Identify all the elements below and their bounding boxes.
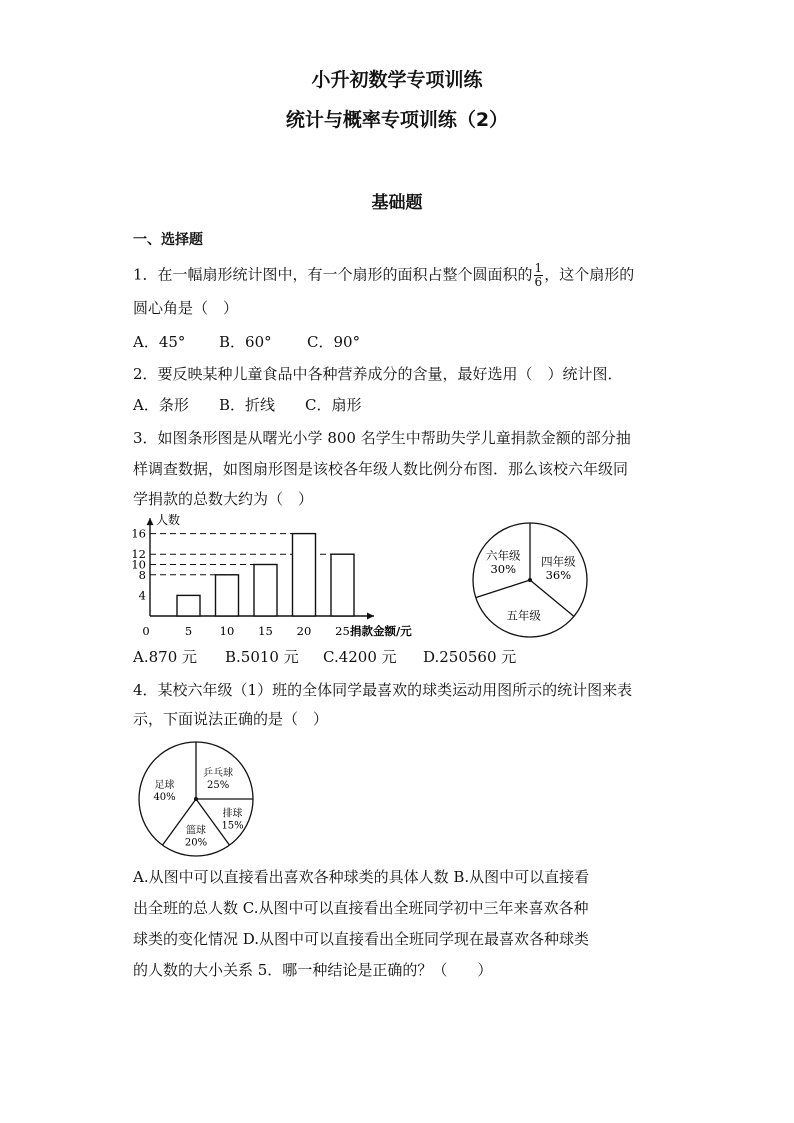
grade-pie-slice-value: 36% [545, 568, 572, 583]
q3-line3: 学捐款的总数大约为（ ） [133, 490, 314, 508]
q1-option-a: A．45° [133, 333, 186, 351]
bar-chart-y-tick-label: 12 [131, 547, 146, 562]
q1-option-c: C．90° [307, 333, 361, 351]
q2-text: 2．要反映某种儿童食品中各种营养成分的含量，最好选用（ ）统计图． [133, 365, 623, 383]
ball-pie-slices [139, 742, 253, 856]
q4-answer-line4: 的人数的大小关系 5．哪一种结论是正确的？（ ） [133, 961, 493, 979]
part-label: 一、选择题 [133, 232, 203, 248]
q1-option-b: B．60° [219, 333, 272, 351]
bar-5 [177, 595, 200, 616]
ball-pie-slice-name: 足球 [154, 779, 175, 791]
q1-options [133, 331, 360, 352]
q1-line2: 圆心角是（ ） [133, 299, 239, 317]
bar-chart-x-origin-label: 0 [142, 624, 150, 638]
grade-pie-slice-value: 30% [490, 562, 517, 577]
q3-option-b: B.5010 元 [225, 648, 299, 666]
bar-chart-y-tick-label: 16 [131, 526, 146, 541]
ball-pie-slice-name: 篮球 [186, 825, 206, 837]
bar-chart-y-arrow [147, 518, 154, 525]
q2-option-a: A．条形 [133, 396, 189, 414]
bar-chart-x-tick-label: 25 [335, 624, 350, 638]
grade-pie-slice-name: 五年级 [506, 608, 541, 623]
ball-pie-center-dot [194, 797, 198, 801]
bar-10 [216, 575, 239, 616]
q4-answer-line3: 球类的变化情况 D.从图中可以直接看出全班同学现在最喜欢各种球类 [133, 930, 590, 948]
q3-option-d: D.250560 元 [423, 648, 517, 666]
q1-line1 [133, 262, 634, 289]
q3-option-c: C.4200 元 [323, 648, 397, 666]
bar-25 [331, 554, 354, 616]
page-title: 小升初数学专项训练 [311, 69, 483, 91]
q3-option-a: A.870 元 [133, 648, 197, 666]
q4-answer-line1: A.从图中可以直接看出喜欢各种球类的具体人数 B.从图中可以直接看 [133, 868, 590, 886]
bar-20 [293, 534, 316, 616]
bar-chart-x-arrow [367, 613, 374, 620]
ball-pie-slice-value: 40% [153, 791, 176, 803]
grade-pie-slice-name: 四年级 [541, 554, 576, 569]
grade-pie-slice-name: 六年级 [486, 548, 521, 563]
q2-option-c: C．扇形 [305, 396, 362, 414]
bar-chart-x-tick-label: 20 [296, 624, 312, 638]
q4-answer-line2: 出全班的总人数 C.从图中可以直接看出全班同学初中三年来喜欢各种 [133, 899, 589, 917]
ball-pie-slice-value: 20% [184, 837, 208, 849]
q2-option-b: B．折线 [219, 396, 276, 414]
bar-chart-x-tick-label: 5 [184, 624, 193, 638]
bar-chart-y-label: 人数 [156, 513, 181, 528]
ball-pie-slice-value: 25% [207, 779, 230, 791]
q3-line2: 样调查数据，如图扇形图是该校各年级人数比例分布图．那么该校六年级同 [133, 460, 629, 478]
ball-pie-slice-value: 15% [221, 820, 244, 832]
bar-chart-y-tick-label: 10 [131, 557, 146, 572]
q1-fraction-numerator: 1 [534, 261, 543, 275]
bar-15 [254, 565, 277, 617]
section-heading: 基础题 [371, 193, 423, 213]
grade-pie-chart [470, 520, 590, 640]
q3-line1: 3．如图条形图是从曙光小学 800 名学生中帮助失学儿童捐款金额的部分抽 [133, 429, 631, 447]
bar-chart-y-tick-label: 8 [138, 567, 146, 582]
q2-options [133, 394, 361, 415]
q1-text-post: ，这个扇形的 [544, 265, 635, 284]
bar-chart-x-label: 捐款金额/元 [350, 624, 412, 638]
q4-line2: 示，下面说法正确的是（ ） [133, 710, 329, 728]
ball-pie-slice-name: 排球 [222, 808, 243, 820]
q4-line1: 4．某校六年级（1）班的全体同学最喜欢的球类运动用图所示的统计图来表 [133, 681, 633, 699]
bar-chart-x-tick-label: 15 [258, 624, 273, 638]
page-subtitle: 统计与概率专项训练（2） [285, 109, 509, 131]
ball-pie-slice-name: 乒乓球 [203, 767, 234, 779]
donation-bar-chart [128, 512, 448, 640]
bar-chart-guides [150, 534, 354, 575]
grade-pie-center-dot [528, 578, 532, 582]
ball-sports-pie-chart [133, 738, 259, 862]
q1-fraction [534, 262, 544, 289]
q1-text-pre: 1．在一幅扇形统计图中，有一个扇形的面积占整个圆面积的 [133, 265, 533, 284]
grade-pie-slices [473, 523, 587, 637]
q1-fraction-denominator: 6 [534, 275, 543, 289]
q3-options [133, 646, 516, 667]
bar-chart-x-tick-label: 10 [219, 624, 235, 638]
bar-chart-y-tick-label: 4 [138, 588, 146, 603]
